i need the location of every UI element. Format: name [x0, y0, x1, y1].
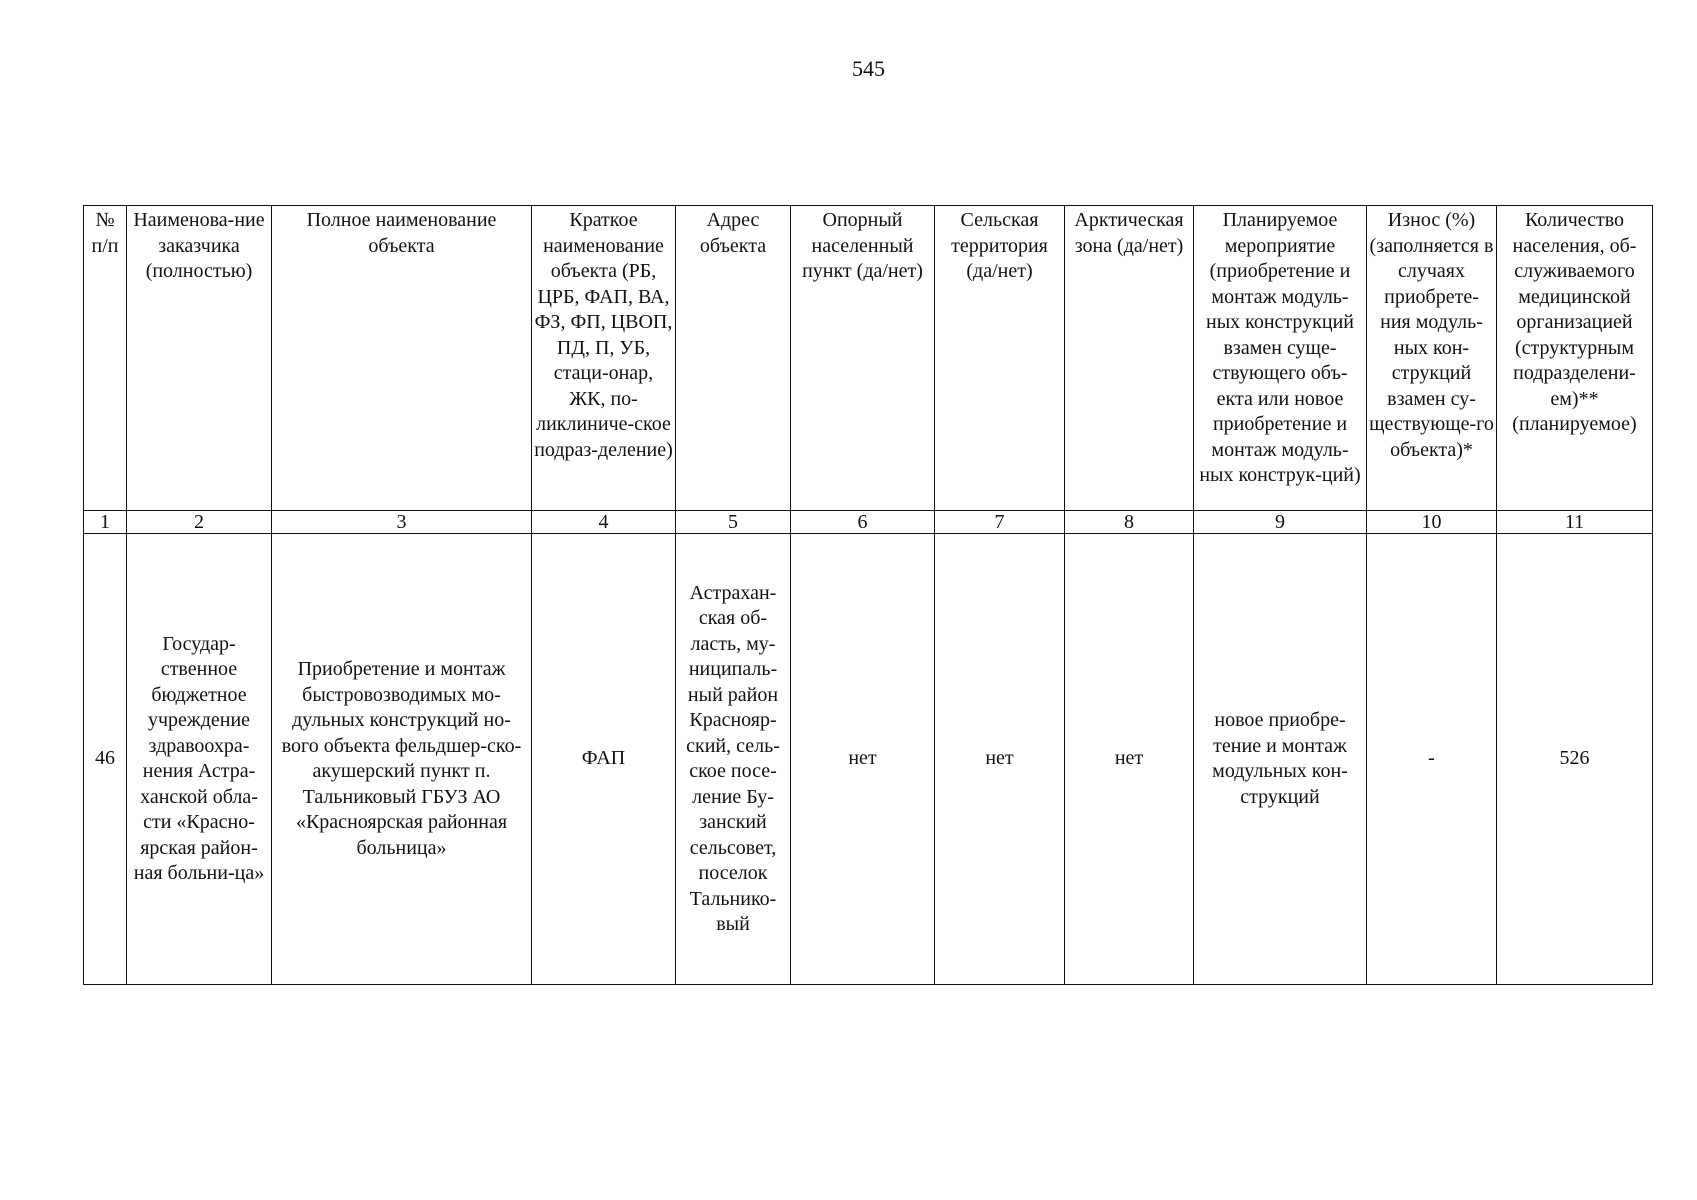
column-number-cell: 1	[84, 511, 127, 534]
header-cell-short-name: Краткое наименование объекта (РБ, ЦРБ, ФАП, ВА, ФЗ, ФП, ЦВОП, ПД, П, УБ, стаци-онар, ЖК, по-ликлиниче-ское подраз-деление)	[532, 206, 676, 511]
arctic-zone-cell: нет	[1065, 534, 1194, 985]
header-cell-full-name: Полное наименование объекта	[272, 206, 532, 511]
column-number-cell: 11	[1497, 511, 1653, 534]
rural-territory-cell: нет	[935, 534, 1065, 985]
address-cell: Астрахан-ская об-ласть, му-ниципаль-ный район Краснояр-ский, сель-ское посе-ление Бу-занский сельсовет, поселок Тальнико-вый	[676, 534, 791, 985]
header-cell-rural-territory: Сельская территория (да/нет)	[935, 206, 1065, 511]
table-row	[84, 534, 1653, 985]
table-header-row	[84, 206, 1653, 511]
header-cell-customer: Наименова-ние заказчика (полностью)	[127, 206, 272, 511]
column-number-cell: 6	[791, 511, 935, 534]
column-number-cell: 3	[272, 511, 532, 534]
header-cell-planned-action: Планируемое мероприятие (приобретение и монтаж модуль-ных конструкций взамен суще-ствующего объ-екта или новое приобретение и монтаж модуль-ных конструк-ций)	[1194, 206, 1367, 511]
population-cell: 526	[1497, 534, 1653, 985]
customer-cell: Государ-ственное бюджетное учреждение здравоохра-нения Астра-ханской обла-сти «Красно-ярская район-ная больни-ца»	[127, 534, 272, 985]
column-number-cell: 8	[1065, 511, 1194, 534]
header-cell-population: Количество населения, об-служиваемого медицинской организацией (структурным подразделени-ем)** (планируемое)	[1497, 206, 1653, 511]
planned-action-cell: новое приобре-тение и монтаж модульных кон-струкций	[1194, 534, 1367, 985]
column-number-cell: 10	[1367, 511, 1497, 534]
header-cell-address: Адрес объекта	[676, 206, 791, 511]
data-table	[83, 205, 1653, 985]
header-cell-arctic-zone: Арктическая зона (да/нет)	[1065, 206, 1194, 511]
column-number-cell: 5	[676, 511, 791, 534]
header-cell-number: № п/п	[84, 206, 127, 511]
full-name-cell: Приобретение и монтаж быстровозводимых мо-дульных конструкций но-вого объекта фельдшер-ско-акушерский пункт п. Тальниковый ГБУЗ АО «Красноярская районная больница»	[272, 534, 532, 985]
column-number-cell: 9	[1194, 511, 1367, 534]
column-number-cell: 7	[935, 511, 1065, 534]
wear-cell: -	[1367, 534, 1497, 985]
support-settlement-cell: нет	[791, 534, 935, 985]
column-number-row	[84, 511, 1653, 534]
row-number-cell: 46	[84, 534, 127, 985]
page-number: 545	[852, 56, 885, 81]
header-cell-support-settlement: Опорный населенный пункт (да/нет)	[791, 206, 935, 511]
short-name-cell: ФАП	[532, 534, 676, 985]
header-cell-wear: Износ (%) (заполняется в случаях приобрете-ния модуль-ных кон-струкций взамен су-ществующе-го объекта)*	[1367, 206, 1497, 511]
column-number-cell: 4	[532, 511, 676, 534]
column-number-cell: 2	[127, 511, 272, 534]
